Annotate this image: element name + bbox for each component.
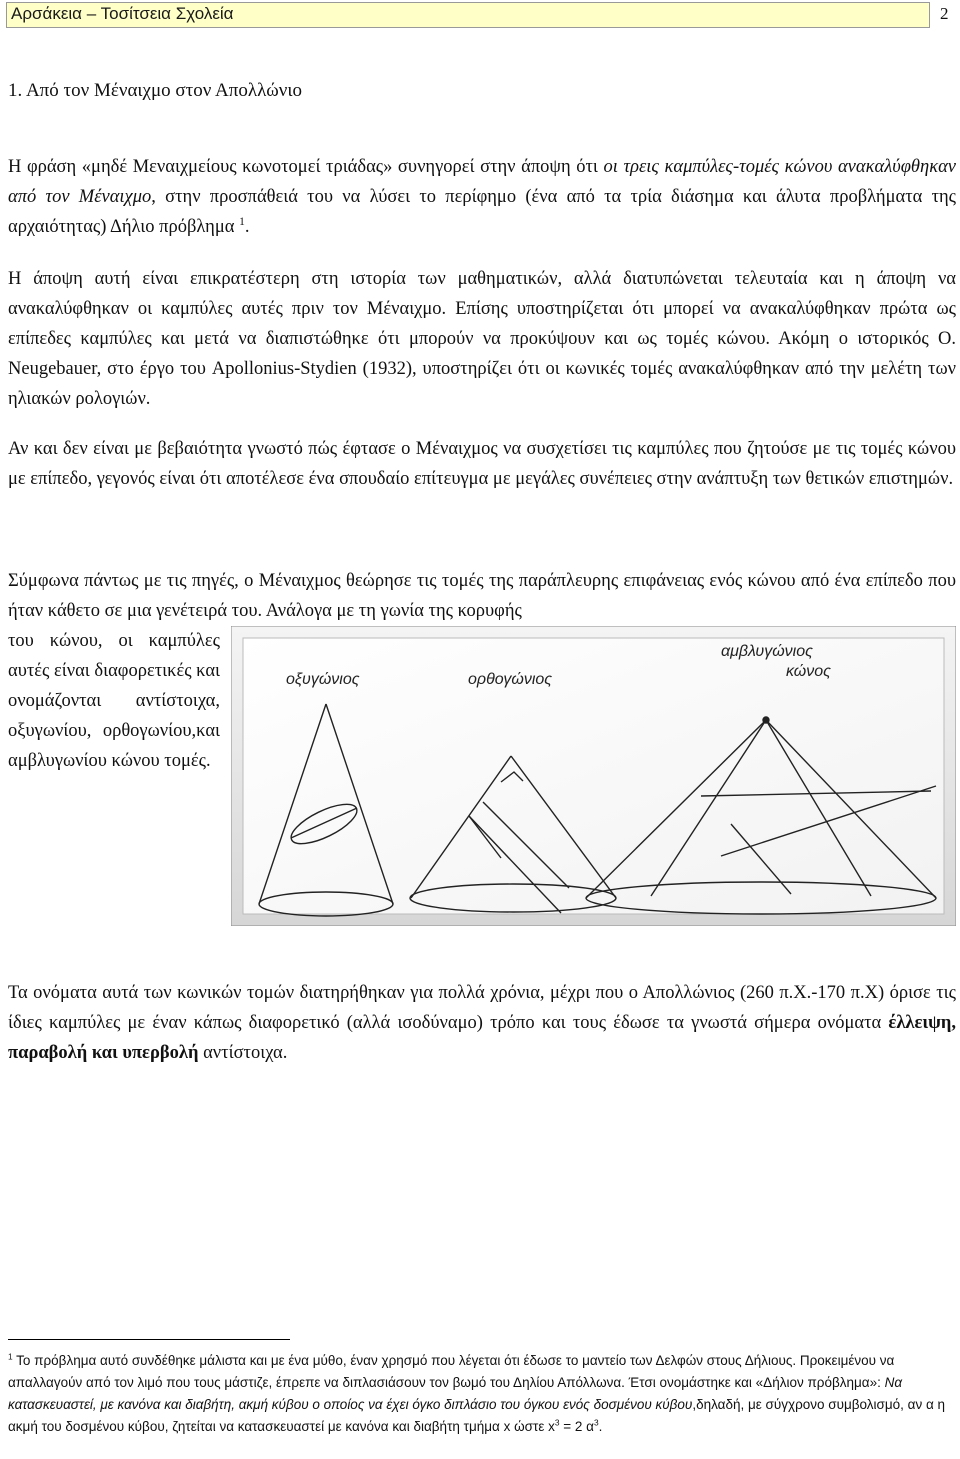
page-header <box>6 2 930 28</box>
section-title: 1. Από τον Μέναιχμο στον Απολλώνιο <box>8 80 303 101</box>
p6-bold: έλλειψη, παραβολή και υπερβολή <box>8 1013 956 1063</box>
footnote-marker: 1 <box>8 1351 13 1362</box>
paragraph-5: του κώνου, οι καμπύλες αυτές είναι διαφορετικές και ονομάζονται αντίστοιχα, οξυγωνίου, ορθογωνίου,και αμβλυγωνίου κώνου τομές. <box>8 631 221 771</box>
p1-text-d: . <box>244 217 250 237</box>
footnote-text-e: . <box>598 1419 603 1434</box>
footnote-text-c: ,δηλαδή, με σύγχρονο συμβολισμό, αν α η ακμή του δοσμένου κύβου, ζητείται να κατασκευαστεί με κανόνα και διαβήτη τμήμα x ώστε x <box>8 1397 946 1434</box>
cone-sections-figure <box>231 626 956 926</box>
page-number: 2 <box>940 4 949 23</box>
paragraph-3: Αν και δεν είναι με βεβαιότητα γνωστό πώς έφτασε ο Μέναιχμος να συσχετίσει τις καμπύλες που ζητούσε με τις τομές κώνου με επίπεδο, γεγονός είναι ότι αποτέλεσε ένα σπουδαίο επίτευγμα με μεγάλες συνέπειες στην ανάπτυξη των θετικών επιστημών. <box>8 439 956 489</box>
paragraph-2: Η άποψη αυτή είναι επικρατέστερη στη ιστορία των μαθηματικών, αλλά διατυπώνεται τελευταία και η άποψη να ανακαλύφθηκαν οι καμπύλες αυτές πριν τον Μέναιχμο. Επίσης υποστηρίζεται ότι μπορεί να ανακαλύφθηκαν πρώτα ως επίπεδες καμπύλες και μετά να διαπιστώθηκε ότι μπορούν να προκύψουν και ως τομές κώνου. Ακόμη ο ιστορικός O. Neugebauer, στο έργο του Apollonius-Stydien (1932), υποστηρίζει ότι οι κωνικές τομές ανακαλύφθηκαν από την μελέτη των ηλιακών ρολογιών. <box>8 269 956 409</box>
footnote-text-a: Το πρόβλημα αυτό συνδέθηκε μάλιστα και με ένα μύθο, έναν χρησμό που λέγεται ότι έδωσε το μαντείο των Δελφών στους Δήλιους. Προκειμένου να απαλλαγούν από τον λιμό που τους μάστιζε, έπρεπε να διπλασιάσουν τον βωμό του Δηλίου Απόλλωνα. Έτσι ονομάστηκε και «Δήλιον πρόβλημα»: <box>8 1353 895 1390</box>
label-obtuse-2: κώνος <box>786 663 831 680</box>
footnote-ref[interactable]: 1 <box>239 215 245 228</box>
footnote-italic: Να κατασκευαστεί, με κανόνα και διαβήτη, ακμή κύβου ο οποίος να έχει όγκο διπλάσιο του όγκου ενός δοσμένου κύβου <box>8 1375 903 1412</box>
label-acute: οξυγώνιος <box>286 671 360 688</box>
label-right: ορθογώνιος <box>468 671 553 688</box>
p1-text-a: Η φράση «μηδέ Μεναιχμείους κωνοτομεί τριάδας» συνηγορεί στην άποψη ότι <box>8 157 604 177</box>
footnote-sup-2: 3 <box>593 1417 599 1428</box>
footnote-text-d: = 2 α <box>559 1419 594 1434</box>
p6-text-c: αντίστοιχα. <box>198 1043 288 1063</box>
p1-italic: οι τρεις καμπύλες-τομές κώνου ανακαλύφθηκαν από τον Μέναιχμο <box>8 157 956 207</box>
p1-text-c: , στην προσπάθειά του να λύσει το περίφημο (ένα από τα τρία διάσημα και άλυτα προβλήματα της αρχαιότητας) Δήλιο πρόβλημα <box>8 187 957 237</box>
header-title: Αρσάκεια – Τοσίτσεια Σχολεία <box>11 4 234 23</box>
paragraph-6 <box>8 978 956 1068</box>
footnote-sup-1: 3 <box>554 1417 560 1428</box>
label-obtuse-1: αμβλυγώνιος <box>721 643 813 660</box>
footnote-divider <box>8 1339 290 1340</box>
paragraph-1 <box>8 152 956 242</box>
footnote <box>8 1350 956 1438</box>
paragraph-4: Σύμφωνα πάντως με τις πηγές, ο Μέναιχμος θεώρησε τις τομές της παράπλευρης επιφάνειας ενός κώνου από ένα επίπεδο που ήταν κάθετο σε μια γενέτειρά του. Ανάλογα με τη γωνία της κορυφής <box>8 571 956 621</box>
p6-text-a: Τα ονόματα αυτά των κωνικών τομών διατηρήθηκαν για πολλά χρόνια, μέχρι που ο Απολλώνιος (260 π.Χ.-170 π.Χ) όρισε τις ίδιες καμπύλες με έναν κάπως διαφορετικό (αλλά ισοδύναμο) τρόπο και τους έδωσε τα γνωστά σήμερα ονόματα <box>8 983 956 1033</box>
